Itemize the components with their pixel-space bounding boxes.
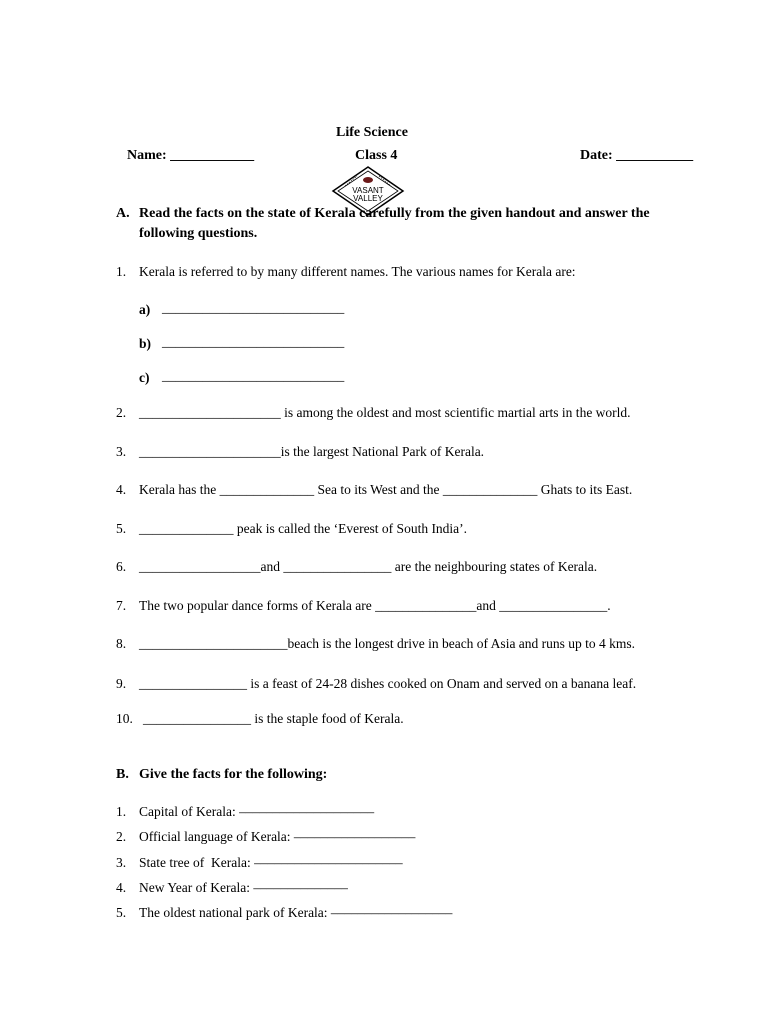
class-label: Class 4 [355,148,398,163]
question-text: ________________ is a feast of 24-28 dishes cooked on Onam and served on a banana leaf. [139,676,637,691]
fact-text: Official language of Kerala: –––––––––––––––––– [139,829,416,844]
question-number: 9. [116,676,127,691]
fact-text: State tree of Kerala: –––––––––––––––––––––– [139,855,403,870]
date-field: Date: ___________ [580,148,694,163]
fact-number: 4. [116,880,127,895]
fact-text: New Year of Kerala: –––––––––––––– [139,880,348,895]
logo-text-line1: VASANT [352,186,384,195]
question-text: ______________ peak is called the ‘Everest of South India’. [139,521,468,536]
question-number: 7. [116,598,127,613]
question-number: 3. [116,444,127,459]
fact-number: 1. [116,804,127,819]
fact-number: 5. [116,905,127,920]
question-text: ______________________beach is the longest drive in beach of Asia and runs up to 4 kms. [139,636,636,651]
section-a-instruction-line2: following questions. [139,226,258,241]
question-number: 6. [116,559,127,574]
question-text: __________________and ________________ are the neighbouring states of Kerala. [139,559,598,574]
option-label: c) [139,370,150,385]
question-number: 8. [116,636,127,651]
option-label: b) [139,336,152,351]
question-text: ________________ is the staple food of Kerala. [143,711,404,726]
page-title: Life Science [336,125,408,140]
question-number: 1. [116,264,127,279]
fact-text: Capital of Kerala: –––––––––––––––––––– [139,804,375,819]
fact-text: The oldest national park of Kerala: –––––––––––––––––– [139,905,453,920]
section-a-instruction-line1: Read the facts on the state of Kerala carefully from the given handout and answer the [139,206,650,221]
answer-blank: ___________________________ [162,368,345,383]
question-number: 2. [116,405,127,420]
question-text: Kerala is referred to by many different names. The various names for Kerala are: [139,264,576,279]
answer-blank: ___________________________ [162,300,345,315]
section-b-instruction: Give the facts for the following: [139,767,328,782]
section-b-letter: B. [116,767,129,782]
question-number: 10. [116,711,133,726]
option-label: a) [139,302,151,317]
question-text: _____________________ is among the oldest and most scientific martial arts in the world. [139,405,631,420]
name-field: Name: ____________ [127,148,255,163]
fact-number: 2. [116,829,127,844]
question-text: _____________________is the largest National Park of Kerala. [139,444,485,459]
question-number: 4. [116,482,127,497]
logo-text-line2: VALLEY [353,194,383,203]
fact-number: 3. [116,855,127,870]
answer-blank: ___________________________ [162,334,345,349]
question-number: 5. [116,521,127,536]
question-text: The two popular dance forms of Kerala are _______________and ________________. [139,598,611,613]
section-a-letter: A. [116,206,130,221]
question-text: Kerala has the ______________ Sea to its West and the ______________ Ghats to its East. [139,482,633,497]
